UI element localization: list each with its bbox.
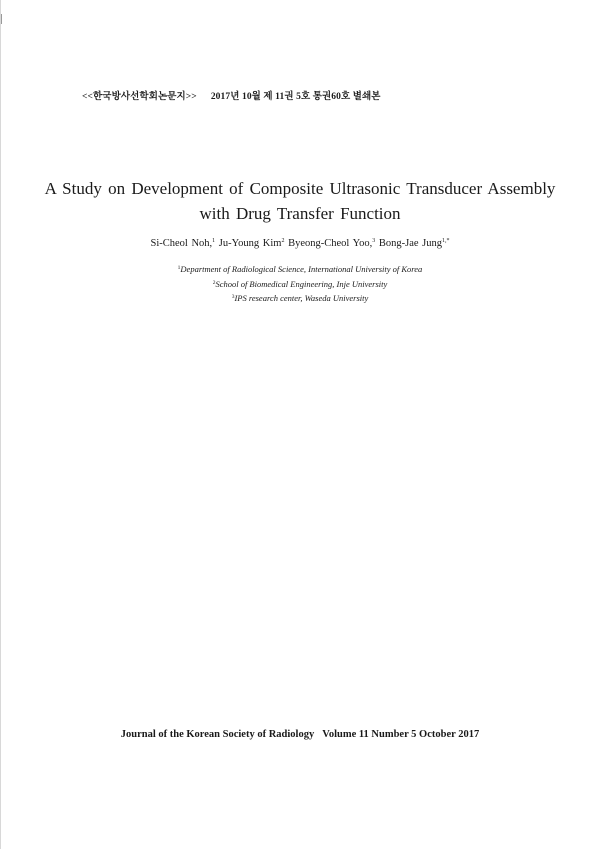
author-name: Ju-Young Kim	[218, 238, 282, 249]
affiliation-item	[0, 291, 600, 306]
title-line-1: A Study on Development of Composite Ultrasonic Transducer Assembly	[44, 179, 556, 198]
affiliation-text: IPS research center, Waseda University	[234, 293, 369, 303]
author-affiliation-mark: 1	[212, 238, 216, 244]
affiliation-mark: 3	[231, 294, 235, 300]
affiliation-text: School of Biomedical Engineering, Inje University	[215, 278, 388, 289]
reprint-header	[82, 88, 381, 102]
issue-info-korean: 2017년 10월 제 11권 5호 통권60호 별쇄본	[210, 92, 381, 102]
paper-title	[0, 176, 600, 226]
author-affiliation-mark: 1,*	[441, 238, 450, 244]
author-name: Bong-Jae Jung	[378, 238, 442, 249]
volume-info: Volume 11 Number 5 October 2017	[322, 729, 480, 740]
scan-edge-mark	[1, 14, 2, 24]
journal-korean-name: <<한국방사선학회논문지>>	[82, 92, 197, 102]
author-name: Si-Cheol Noh,	[150, 238, 213, 249]
title-line-2: with Drug Transfer Function	[199, 204, 401, 223]
affiliation-text: Department of Radiological Science, International University of Korea	[180, 264, 423, 274]
author-affiliation-mark: 2	[281, 238, 285, 244]
affiliation-mark: 1	[177, 265, 181, 271]
affiliation-list	[0, 262, 600, 306]
author-affiliation-mark: 3	[372, 238, 376, 244]
journal-name: Journal of the Korean Society of Radiology	[120, 729, 315, 740]
journal-footer	[0, 729, 600, 740]
affiliation-item	[0, 262, 600, 277]
affiliation-mark: 2	[212, 279, 216, 286]
affiliation-item	[0, 277, 600, 292]
author-name: Byeong-Cheol Yoo,	[288, 238, 373, 249]
author-list	[0, 238, 600, 249]
page-edge	[0, 0, 1, 849]
